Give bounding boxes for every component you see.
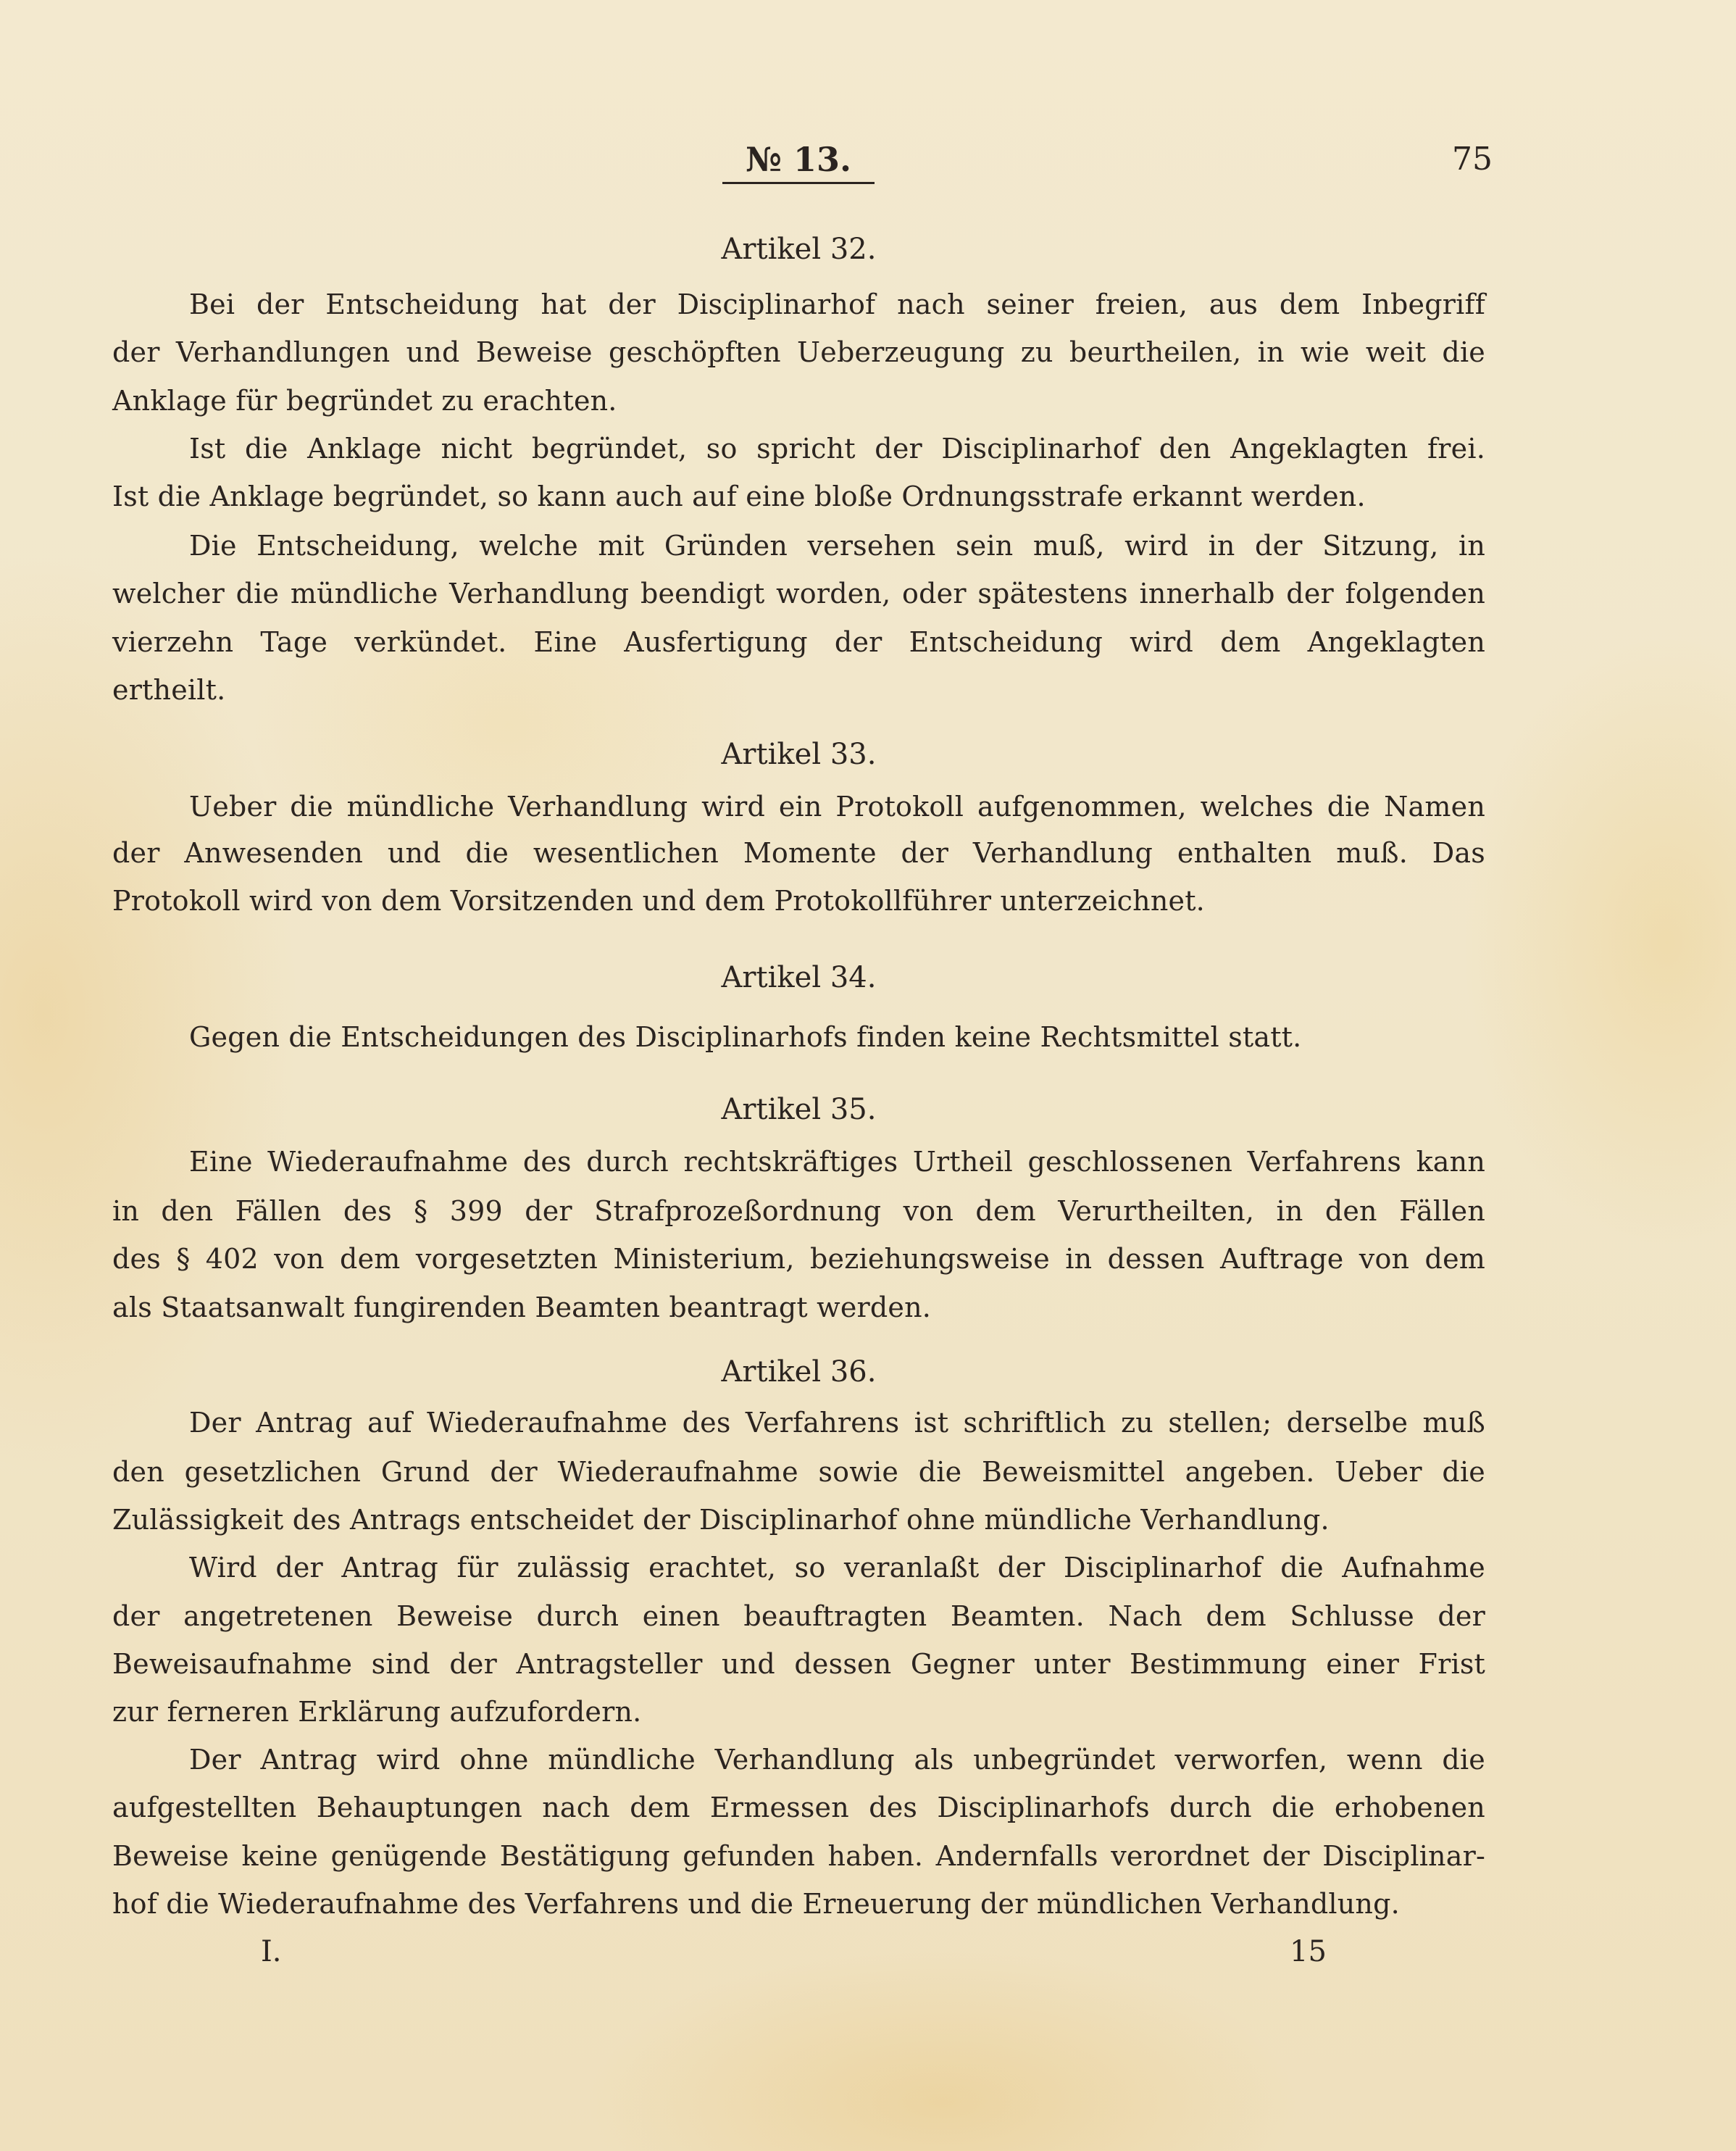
paragraph-line: als Staatsanwalt fungirenden Beamten beantragt werden. <box>112 1291 932 1323</box>
paragraph-line: der angetretenen Beweise durch einen beauftragten Beamten. Nach dem Schlusse der <box>112 1600 1485 1632</box>
paragraph-line: Ist die Anklage begründet, so kann auch auf eine bloße Ordnungsstrafe erkannt werden. <box>112 480 1366 512</box>
paragraph-line: welcher die mündliche Verhandlung beendigt worden, oder spätestens innerhalb der folgenden <box>112 578 1485 609</box>
paragraph-line: Ist die Anklage nicht begründet, so spricht der Disciplinarhof den Angeklagten frei. <box>189 433 1485 465</box>
paragraph-line: ertheilt. <box>112 674 226 706</box>
article-heading: Artikel 33. <box>721 738 877 771</box>
paragraph-line: Anklage für begründet zu erachten. <box>112 385 617 417</box>
paragraph-line: Beweisaufnahme sind der Antragsteller und dessen Gegner unter Bestimmung einer Frist <box>112 1648 1485 1680</box>
paragraph-line: der Anwesenden und die wesentlichen Momente der Verhandlung enthalten muß. Das <box>112 837 1485 869</box>
article-heading: Artikel 35. <box>721 1093 877 1126</box>
paragraph-line: Zulässigkeit des Antrags entscheidet der Disciplinarhof ohne mündliche Verhandlung. <box>112 1504 1330 1536</box>
paragraph-line: Beweise keine genügende Bestätigung gefunden haben. Andernfalls verordnet der Disciplinar- <box>112 1840 1485 1872</box>
paragraph-line: vierzehn Tage verkündet. Eine Ausfertigung der Entscheidung wird dem Angeklagten <box>112 626 1485 658</box>
paragraph-line: Wird der Antrag für zulässig erachtet, so veranlaßt der Disciplinarhof die Aufnahme <box>189 1552 1485 1584</box>
header-rule <box>722 182 875 184</box>
law-number: № 13. <box>745 140 852 179</box>
paragraph-line: des § 402 von dem vorgesetzten Ministerium, beziehungsweise in dessen Auftrage von dem <box>112 1243 1485 1275</box>
paragraph-line: aufgestellten Behauptungen nach dem Ermessen des Disciplinarhofs durch die erhobenen <box>112 1792 1485 1823</box>
paragraph-line: Protokoll wird von dem Vorsitzenden und dem Protokollführer unterzeichnet. <box>112 885 1205 917</box>
paragraph-line: in den Fällen des § 399 der Strafprozeßordnung von dem Verurtheilten, in den Fällen <box>112 1195 1485 1227</box>
paragraph-line: Ueber die mündliche Verhandlung wird ein Protokoll aufgenommen, welches die Namen <box>189 791 1485 823</box>
paragraph-line: Der Antrag auf Wiederaufnahme des Verfahrens ist schriftlich zu stellen; derselbe muß <box>189 1407 1485 1439</box>
printer-signature-left: I. <box>261 1935 282 1968</box>
page-number: 75 <box>1452 141 1493 178</box>
paragraph-line: zur ferneren Erklärung aufzufordern. <box>112 1696 642 1728</box>
printer-signature-right: 15 <box>1290 1935 1327 1968</box>
article-heading: Artikel 36. <box>721 1355 877 1389</box>
paragraph-line: Eine Wiederaufnahme des durch rechtskräftiges Urtheil geschlossenen Verfahrens kann <box>189 1146 1485 1178</box>
article-heading: Artikel 32. <box>721 233 877 266</box>
paragraph-line: hof die Wiederaufnahme des Verfahrens und die Erneuerung der mündlichen Verhandlung. <box>112 1888 1400 1920</box>
paragraph-line: der Verhandlungen und Beweise geschöpften Ueberzeugung zu beurtheilen, in wie weit die <box>112 336 1485 368</box>
paragraph-line: Die Entscheidung, welche mit Gründen versehen sein muß, wird in der Sitzung, in <box>189 530 1485 562</box>
paragraph-line: Der Antrag wird ohne mündliche Verhandlung als unbegründet verworfen, wenn die <box>189 1744 1485 1776</box>
article-heading: Artikel 34. <box>721 961 877 994</box>
paragraph-line: Bei der Entscheidung hat der Disciplinarhof nach seiner freien, aus dem Inbegriff <box>189 288 1485 320</box>
paragraph-line: den gesetzlichen Grund der Wiederaufnahme sowie die Beweismittel angeben. Ueber die <box>112 1456 1485 1488</box>
paragraph-line: Gegen die Entscheidungen des Disciplinarhofs finden keine Rechtsmittel statt. <box>189 1021 1302 1053</box>
